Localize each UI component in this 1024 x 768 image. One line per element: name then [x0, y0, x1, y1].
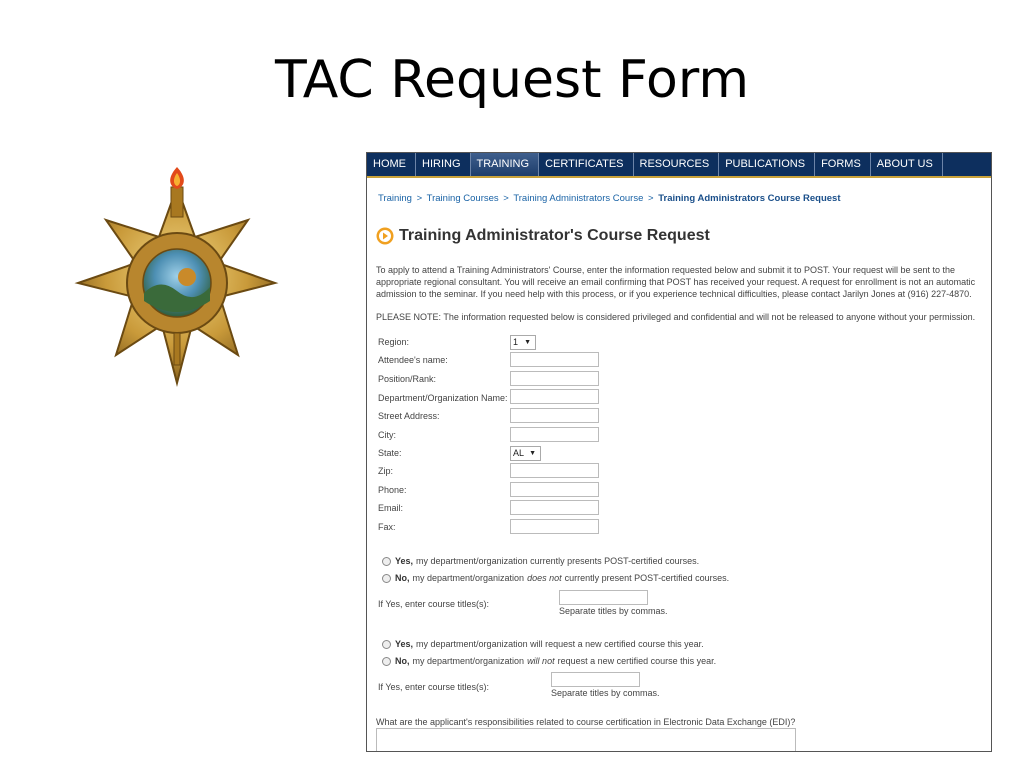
position-input[interactable]: [510, 371, 599, 386]
q2-yes-option[interactable]: [382, 639, 704, 649]
q1-no-option[interactable]: [382, 573, 729, 583]
breadcrumb: [378, 193, 841, 204]
nav-home[interactable]: HOME: [367, 153, 416, 176]
q1-yes-text: my department/organization currently presents POST-certified courses.: [416, 556, 700, 566]
region-label: Region:: [378, 337, 410, 347]
play-circle-icon: [376, 227, 394, 245]
attendee-label: Attendee's name:: [378, 355, 448, 365]
main-nav: [367, 153, 991, 178]
breadcrumb-current: Training Administrators Course Request: [658, 193, 841, 204]
nav-publications[interactable]: PUBLICATIONS: [719, 153, 815, 176]
course-titles-hint-2: Separate titles by commas.: [551, 688, 660, 698]
intro-paragraph: To apply to attend a Training Administrators' Course, enter the information requested below and submit it to POST. Your request will be sent to the appropriate regional consultant. You will receive an email confirming that POST has received your request. A request for enrollment is not an automatic admission to the seminar. If you need help with this process, or if you experience technical difficulties, please contact Jarilyn Jones at (916) 227-4870.: [376, 265, 976, 299]
breadcrumb-separator: >: [648, 193, 654, 204]
department-input[interactable]: [510, 389, 599, 404]
state-value: AL: [513, 448, 525, 458]
q2-no-text: my department/organization: [412, 656, 525, 666]
course-titles-input[interactable]: [559, 590, 648, 605]
fax-label: Fax:: [378, 522, 396, 532]
course-titles-input-2[interactable]: [551, 672, 640, 687]
dropdown-arrow-icon: ▼: [524, 339, 531, 346]
city-label: City:: [378, 430, 396, 440]
q1-no-emphasis: does not: [527, 573, 562, 583]
post-star-badge-logo: [70, 165, 285, 390]
department-label: Department/Organization Name:: [378, 393, 508, 403]
attendee-input[interactable]: [510, 352, 599, 367]
breadcrumb-link-training[interactable]: Training: [378, 193, 412, 204]
q1-no-strong: No,: [395, 573, 410, 583]
q1-no-radio[interactable]: [382, 574, 391, 583]
q2-no-text-end: request a new certified course this year.: [557, 656, 717, 666]
zip-label: Zip:: [378, 466, 394, 476]
email-input[interactable]: [510, 500, 599, 515]
q2-no-radio[interactable]: [382, 657, 391, 666]
q2-yes-radio[interactable]: [382, 640, 391, 649]
nav-hiring[interactable]: HIRING: [416, 153, 471, 176]
edi-responsibilities-textarea[interactable]: [376, 728, 796, 752]
nav-training[interactable]: TRAINING: [471, 153, 540, 176]
q1-yes-radio[interactable]: [382, 557, 391, 566]
q2-no-option[interactable]: [382, 656, 716, 666]
breadcrumb-separator: >: [416, 193, 423, 204]
region-value: 1: [513, 337, 519, 347]
q2-no-strong: No,: [395, 656, 410, 666]
course-titles-label: If Yes, enter course titles(s):: [378, 599, 490, 609]
q2-no-emphasis: will not: [527, 656, 555, 666]
state-label: State:: [378, 448, 402, 458]
page-heading: [376, 227, 710, 245]
zip-input[interactable]: [510, 463, 599, 478]
fax-input[interactable]: [510, 519, 599, 534]
state-select[interactable]: [510, 446, 541, 461]
q1-yes-strong: Yes,: [395, 556, 414, 566]
city-input[interactable]: [510, 427, 599, 442]
phone-label: Phone:: [378, 485, 407, 495]
nav-forms[interactable]: FORMS: [815, 153, 871, 176]
breadcrumb-link-tac[interactable]: Training Administrators Course: [513, 193, 644, 204]
nav-resources[interactable]: RESOURCES: [634, 153, 720, 176]
website-screenshot: [366, 152, 992, 752]
privacy-note: PLEASE NOTE: The information requested below is considered privileged and confidential and will not be released to anyone without your permission.: [376, 312, 976, 322]
breadcrumb-link-training-courses[interactable]: Training Courses: [426, 193, 499, 204]
region-select[interactable]: [510, 335, 536, 350]
email-label: Email:: [378, 503, 404, 513]
nav-about-us[interactable]: ABOUT US: [871, 153, 943, 176]
q2-yes-text: my department/organization will request a new certified course this year.: [416, 639, 704, 649]
q2-yes-strong: Yes,: [395, 639, 414, 649]
page-title: Training Administrator's Course Request: [399, 227, 710, 244]
q1-no-text: my department/organization: [412, 573, 525, 583]
q1-no-text-end: currently present POST-certified courses.: [564, 573, 730, 583]
course-titles-hint: Separate titles by commas.: [559, 606, 668, 616]
course-titles-label-2: If Yes, enter course titles(s):: [378, 682, 490, 692]
street-input[interactable]: [510, 408, 599, 423]
breadcrumb-separator: >: [503, 193, 509, 204]
street-label: Street Address:: [378, 411, 440, 421]
phone-input[interactable]: [510, 482, 599, 497]
dropdown-arrow-icon: ▼: [529, 450, 536, 457]
slide-title: TAC Request Form: [275, 50, 749, 110]
nav-certificates[interactable]: CERTIFICATES: [539, 153, 633, 176]
position-label: Position/Rank:: [378, 374, 437, 384]
edi-question-label: What are the applicant's responsibilities related to course certification in Electronic Data Exchange (EDI)?: [376, 717, 796, 727]
q1-yes-option[interactable]: [382, 556, 699, 566]
